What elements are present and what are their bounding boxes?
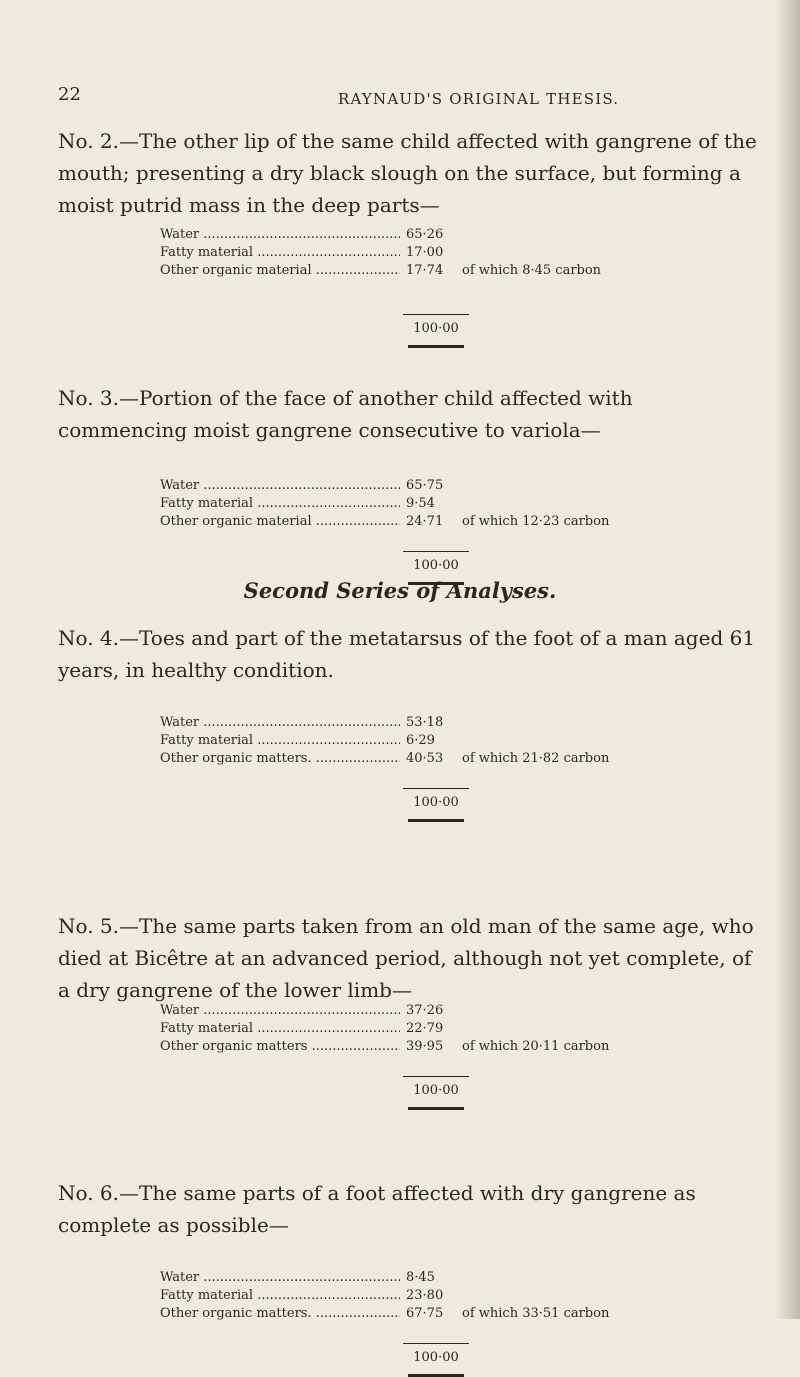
analysis-row — [160, 750, 720, 768]
sum-rule — [403, 314, 469, 315]
row-value: 22·79 — [406, 1021, 444, 1036]
paragraph-no5: No. 5.—The same parts taken from an old man of the same age, who died at Bicêtre at an advanced period, although not yet complete, of a dry gangrene of the lower limb— — [58, 914, 754, 1002]
sum-rule — [403, 1076, 469, 1077]
section-heading: Second Series of Analyses. — [243, 578, 557, 603]
page-number: 22 — [58, 84, 81, 105]
row-note: of which 33·51 carbon — [462, 1306, 610, 1321]
sum-rule — [403, 788, 469, 789]
row-label: Other organic matters. ..... — [160, 1305, 400, 1323]
row-note: of which 12·23 carbon — [462, 514, 610, 529]
row-note: of which 21·82 carbon — [462, 751, 610, 766]
analysis-row — [160, 1287, 720, 1305]
analysis-row — [160, 513, 720, 531]
row-label: Water ..... — [160, 714, 400, 732]
sum-rule — [403, 551, 469, 552]
paragraph-no2: No. 2.—The other lip of the same child affected with gangrene of the mouth; presenting a dry black slough on the surface, but forming a moist putrid mass in the deep parts— — [58, 129, 757, 217]
row-label: Other organic matters. ..... — [160, 750, 400, 768]
row-label: Fatty material ..... — [160, 1020, 400, 1038]
paragraph-no6: No. 6.—The same parts of a foot affected with dry gangrene as complete as possible— — [58, 1181, 696, 1237]
row-value: 8·45 — [406, 1270, 435, 1285]
paragraph-no4: No. 4.—Toes and part of the metatarsus of the foot of a man aged 61 years, in healthy condition. — [58, 626, 756, 682]
total-value: 100·00 — [413, 321, 459, 336]
analysis-row — [160, 262, 720, 280]
row-value: 9·54 — [406, 496, 435, 511]
row-value: 39·95 — [406, 1039, 444, 1054]
analysis-row — [160, 1002, 720, 1020]
analysis-total-no5 — [397, 1076, 475, 1110]
total-value: 100·00 — [413, 1350, 459, 1365]
page-edge-shadow — [774, 0, 800, 1319]
row-label: Other organic matters ..... — [160, 1038, 400, 1056]
running-head — [58, 84, 758, 114]
paragraph-no3: No. 3.—Portion of the face of another child affected with commencing moist gangrene consecutive to variola— — [58, 386, 633, 442]
row-value: 37·26 — [406, 1003, 444, 1018]
row-label: Water ..... — [160, 1002, 400, 1020]
analysis-table-no2 — [160, 226, 720, 280]
analysis-table-no5 — [160, 1002, 720, 1056]
row-label: Fatty material ..... — [160, 732, 400, 750]
total-value: 100·00 — [413, 558, 459, 573]
row-value: 24·71 — [406, 514, 444, 529]
row-label: Other organic material ..... — [160, 262, 400, 280]
row-label: Water ..... — [160, 226, 400, 244]
row-value: 6·29 — [406, 733, 435, 748]
row-label: Water ..... — [160, 477, 400, 495]
row-label: Fatty material ..... — [160, 1287, 400, 1305]
total-value: 100·00 — [413, 795, 459, 810]
row-value: 40·53 — [406, 751, 444, 766]
row-value: 53·18 — [406, 715, 444, 730]
row-value: 65·26 — [406, 227, 444, 242]
row-label: Fatty material ..... — [160, 244, 400, 262]
analysis-row — [160, 1038, 720, 1056]
row-label: Other organic material ..... — [160, 513, 400, 531]
analysis-row — [160, 244, 720, 262]
row-note: of which 8·45 carbon — [462, 263, 602, 278]
analysis-row — [160, 1305, 720, 1323]
row-value: 17·74 — [406, 263, 444, 278]
analysis-table-no3 — [160, 477, 720, 531]
row-value: 17·00 — [406, 245, 444, 260]
total-value: 100·00 — [413, 1083, 459, 1098]
end-rule — [408, 819, 464, 822]
row-label: Fatty material ..... — [160, 495, 400, 513]
end-rule — [408, 345, 464, 348]
analysis-total-no2 — [397, 314, 475, 348]
end-rule — [408, 1107, 464, 1110]
row-value: 65·75 — [406, 478, 444, 493]
row-note: of which 20·11 carbon — [462, 1039, 610, 1054]
sum-rule — [403, 1343, 469, 1344]
analysis-row — [160, 714, 720, 732]
row-value: 67·75 — [406, 1306, 444, 1321]
analysis-total-no4 — [397, 788, 475, 822]
row-label: Water ..... — [160, 1269, 400, 1287]
analysis-total-no6 — [397, 1343, 475, 1377]
row-value: 23·80 — [406, 1288, 444, 1303]
analysis-row — [160, 1269, 720, 1287]
analysis-row — [160, 477, 720, 495]
analysis-row — [160, 495, 720, 513]
analysis-table-no4 — [160, 714, 720, 768]
analysis-row — [160, 1020, 720, 1038]
running-title: RAYNAUD'S ORIGINAL THESIS. — [338, 90, 620, 108]
analysis-row — [160, 226, 720, 244]
analysis-row — [160, 732, 720, 750]
analysis-table-no6 — [160, 1269, 720, 1323]
